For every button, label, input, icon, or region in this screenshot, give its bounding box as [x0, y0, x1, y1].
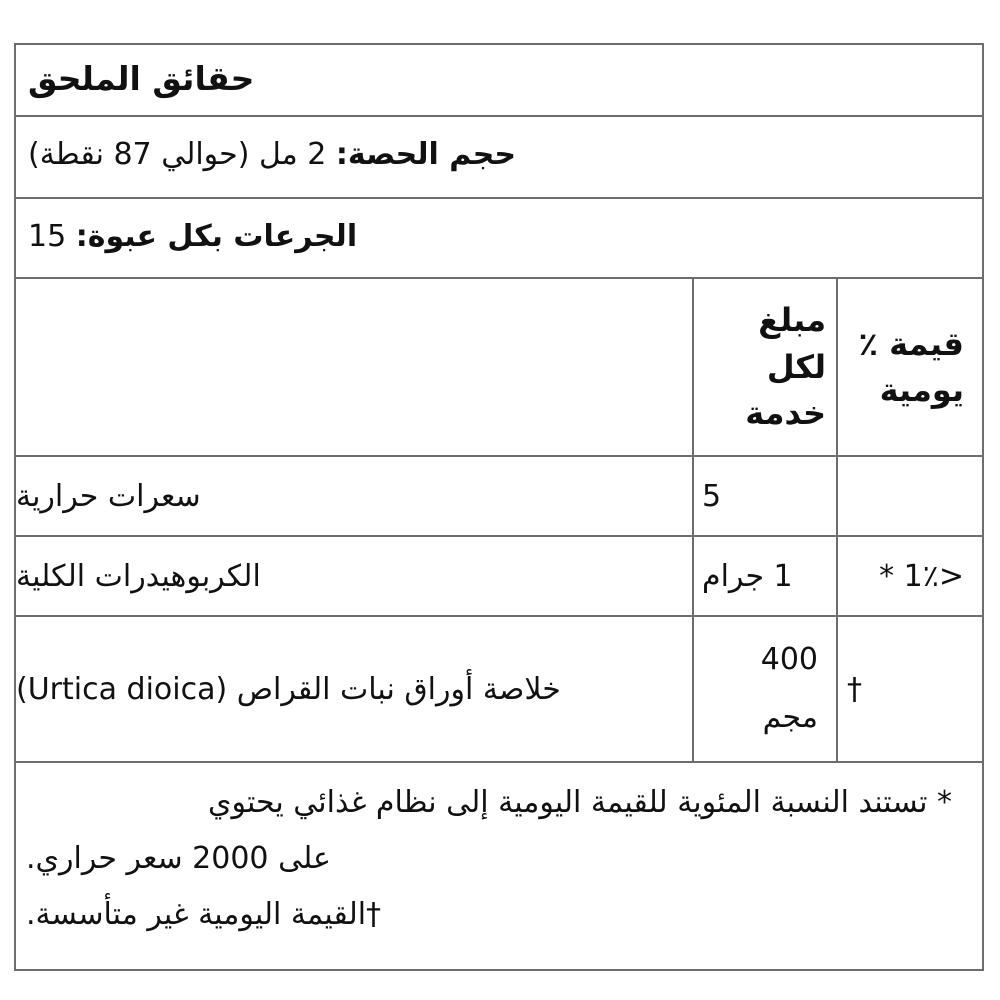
footnote-calories: على 2000 سعر حراري. — [26, 841, 331, 876]
row-dv — [838, 457, 982, 535]
row-amount-cell — [692, 617, 838, 761]
footnotes — [26, 775, 952, 943]
servings-label: الجرعات بكل عبوة: — [75, 219, 358, 254]
row-name: سعرات حرارية — [16, 478, 201, 514]
table-header-row — [16, 279, 982, 457]
servings-per-container-row — [16, 199, 982, 279]
panel-title: حقائق الملحق — [28, 59, 255, 98]
row-name: خلاصة أوراق نبات القراص (Urtica dioica) — [16, 671, 561, 707]
servings-value: 15 — [28, 219, 76, 254]
row-dv: <1٪ * — [879, 558, 964, 594]
footnote-not-established: †القيمة اليومية غير متأسسة. — [26, 897, 382, 932]
table-row — [16, 617, 982, 763]
row-dv: † — [847, 671, 862, 707]
daily-value-header-cell — [838, 279, 982, 455]
serving-size-row — [16, 117, 982, 199]
row-amount: 400 مجم — [760, 642, 818, 735]
nutrient-table — [16, 279, 982, 763]
amount-header: مبلغ لكل خدمة — [745, 301, 826, 433]
title-row — [16, 45, 982, 117]
name-header-cell — [16, 279, 692, 455]
row-name: الكربوهيدرات الكلية — [16, 558, 261, 594]
row-amount: 5 — [692, 457, 838, 535]
daily-value-header: قيمة ٪ يومية — [858, 324, 964, 409]
serving-size-line — [28, 137, 516, 172]
footnote-daily-value-basis: * تستند النسبة المئوية للقيمة اليومية إلى نظام غذائي يحتوي — [207, 785, 952, 820]
table-row — [16, 537, 982, 617]
serving-size-label: حجم الحصة: — [335, 137, 517, 172]
table-row — [16, 457, 982, 537]
row-amount: 1 جرام — [692, 537, 838, 615]
supplement-facts-panel — [14, 43, 984, 971]
servings-per-container-line — [28, 219, 357, 254]
serving-size-value: 2 مل (حوالي 87 نقطة) — [28, 137, 336, 172]
amount-header-cell — [692, 279, 838, 455]
